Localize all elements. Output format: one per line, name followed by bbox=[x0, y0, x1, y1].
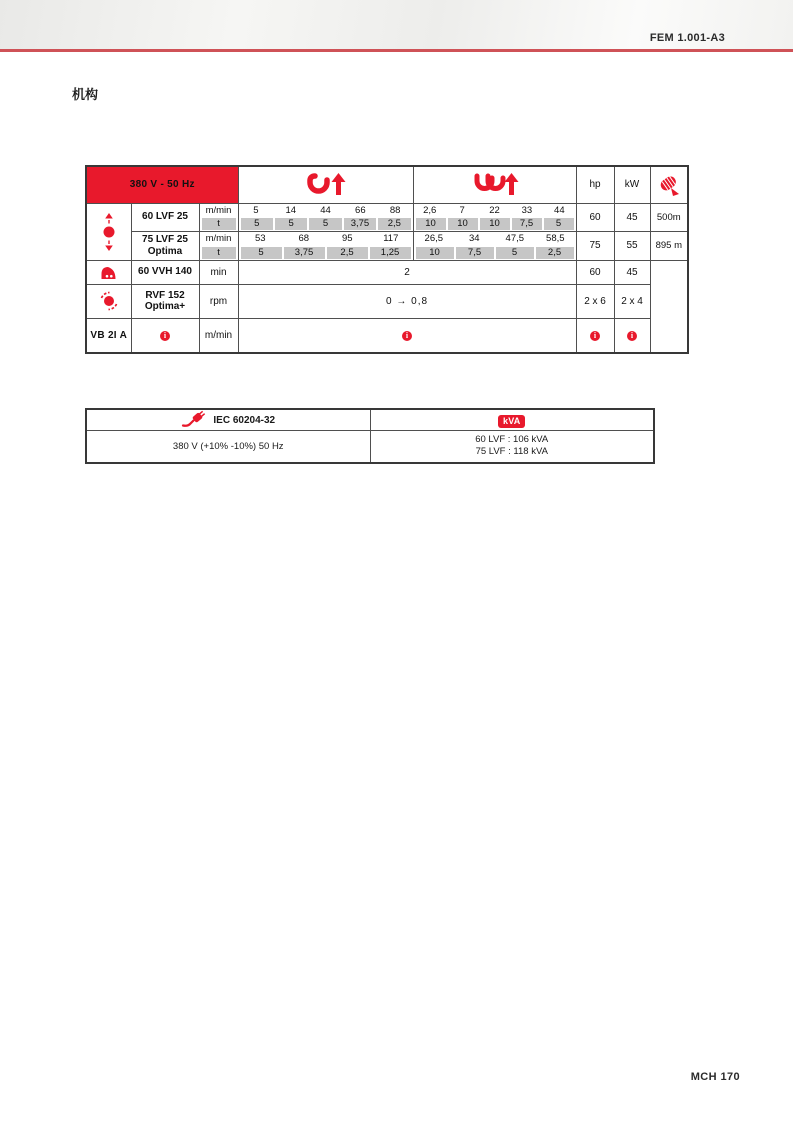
model-cell: RVF 152 Optima+ bbox=[131, 284, 199, 318]
model-cell: 60 LVF 25 bbox=[131, 203, 199, 231]
single-hook-header-cell bbox=[238, 166, 413, 203]
hoist-row-1 bbox=[86, 203, 688, 231]
slewing-row bbox=[86, 284, 688, 318]
info-icon: i bbox=[160, 331, 170, 341]
trolley-value: 2 bbox=[238, 260, 576, 284]
speed-value: 47,5 bbox=[505, 233, 525, 244]
travel-row bbox=[86, 318, 688, 353]
speed-value: 58,5 bbox=[546, 233, 565, 244]
speed-value: 14 bbox=[285, 204, 297, 216]
kw-value: 45 bbox=[614, 203, 650, 231]
speed-value: 68 bbox=[298, 233, 310, 244]
power-data-row bbox=[86, 431, 654, 463]
load-value: 5 bbox=[496, 247, 534, 259]
travel-value-cell bbox=[238, 318, 576, 353]
voltage-header-cell: 380 V - 50 Hz bbox=[86, 166, 238, 203]
load-value: 5 bbox=[544, 218, 574, 230]
info-icon: i bbox=[627, 331, 637, 341]
load-value: 10 bbox=[480, 218, 510, 230]
mechanism-table bbox=[85, 165, 689, 354]
group-a-values bbox=[238, 203, 413, 231]
trolley-icon bbox=[87, 265, 131, 280]
slewing-rotation-icon bbox=[87, 291, 131, 311]
info-icon: i bbox=[590, 331, 600, 341]
kva-header-cell bbox=[370, 409, 654, 431]
load-value: 5 bbox=[275, 218, 307, 230]
model-cell: 60 VVH 140 bbox=[131, 260, 199, 284]
unit-label: m/min bbox=[199, 318, 238, 353]
unit-label: rpm bbox=[199, 284, 238, 318]
speed-value: 44 bbox=[554, 204, 565, 216]
speed-value: 66 bbox=[355, 204, 366, 216]
kva-values bbox=[370, 431, 654, 463]
speed-value: 7 bbox=[459, 204, 465, 216]
trolley-row bbox=[86, 260, 688, 284]
kw-value: 2 x 4 bbox=[614, 284, 650, 318]
rope-header-cell bbox=[650, 166, 688, 203]
kw-value: 55 bbox=[614, 231, 650, 260]
travel-label: VB 2I A bbox=[86, 318, 131, 353]
speed-value: 53 bbox=[254, 233, 266, 244]
speed-value: 22 bbox=[489, 204, 500, 216]
power-header-row bbox=[86, 409, 654, 431]
load-value: 1,25 bbox=[370, 247, 411, 259]
kva-line: 60 LVF : 106 kVA bbox=[475, 433, 549, 445]
speed-value: 2,6 bbox=[423, 204, 437, 216]
load-value: 10 bbox=[416, 218, 446, 230]
kva-line: 75 LVF : 118 kVA bbox=[475, 446, 548, 458]
hp-value: 60 bbox=[576, 260, 614, 284]
kw-header-cell: kW bbox=[614, 166, 650, 203]
section-title: 机构 bbox=[72, 87, 99, 102]
hoist-icon-cell bbox=[86, 203, 131, 260]
speed-value: 44 bbox=[320, 204, 331, 216]
hoist-row-2 bbox=[86, 231, 688, 260]
power-table bbox=[85, 408, 655, 464]
speed-unit-label: m/min bbox=[205, 204, 232, 216]
hp-value: 75 bbox=[576, 231, 614, 260]
slewing-value: 0 → 0,8 bbox=[238, 284, 576, 318]
group-b-values bbox=[413, 203, 576, 231]
trolley-icon-cell bbox=[86, 260, 131, 284]
load-value: 2,5 bbox=[327, 247, 368, 259]
load-value: 7,5 bbox=[456, 247, 494, 259]
group-b-values bbox=[413, 231, 576, 260]
kva-badge: kVA bbox=[498, 415, 525, 428]
speed-value: 34 bbox=[468, 233, 480, 244]
hoist-up-down-icon bbox=[87, 212, 131, 252]
load-value: 3,75 bbox=[284, 247, 325, 259]
speed-value: 88 bbox=[389, 204, 401, 216]
hp-value-cell bbox=[576, 318, 614, 353]
rope-length-value: 895 m bbox=[650, 231, 688, 260]
travel-model-cell bbox=[131, 318, 199, 353]
hp-value: 60 bbox=[576, 203, 614, 231]
speed-value: 26,5 bbox=[424, 233, 444, 244]
model-cell: 75 LVF 25 Optima bbox=[131, 231, 199, 260]
load-value: 2,5 bbox=[536, 247, 574, 259]
group-a-values bbox=[238, 231, 413, 260]
info-icon: i bbox=[402, 331, 412, 341]
standard-header-cell bbox=[86, 409, 370, 431]
table-header-row bbox=[86, 166, 688, 203]
speed-value: 33 bbox=[521, 204, 533, 216]
load-value: 3,75 bbox=[344, 218, 376, 230]
single-hook-up-icon bbox=[239, 172, 413, 198]
load-value: 5 bbox=[241, 247, 282, 259]
hp-value: 2 x 6 bbox=[576, 284, 614, 318]
footer-reference: MCH 170 bbox=[690, 1071, 740, 1083]
load-value: 5 bbox=[309, 218, 341, 230]
rope-reel-icon bbox=[651, 171, 688, 198]
load-value: 10 bbox=[448, 218, 478, 230]
rope-empty-cell bbox=[650, 260, 688, 353]
standard-label: IEC 60204-32 bbox=[213, 414, 276, 426]
load-value: 10 bbox=[416, 247, 454, 259]
load-unit-label: t bbox=[202, 247, 236, 259]
page-header-banner bbox=[0, 0, 793, 52]
kw-value-cell bbox=[614, 318, 650, 353]
kw-value: 45 bbox=[614, 260, 650, 284]
speed-value: 5 bbox=[253, 204, 259, 216]
speed-value: 95 bbox=[341, 233, 353, 244]
speed-unit-label: m/min bbox=[205, 233, 232, 244]
load-value: 7,5 bbox=[512, 218, 542, 230]
load-value: 2,5 bbox=[378, 218, 410, 230]
slewing-icon-cell bbox=[86, 284, 131, 318]
speed-value: 117 bbox=[383, 233, 399, 244]
unit-label: min bbox=[199, 260, 238, 284]
load-value: 5 bbox=[241, 218, 273, 230]
plug-icon bbox=[181, 410, 207, 430]
supply-value: 380 V (+10% -10%) 50 Hz bbox=[86, 431, 370, 463]
double-hook-up-icon bbox=[414, 172, 576, 198]
double-hook-header-cell bbox=[413, 166, 576, 203]
header-reference: FEM 1.001-A3 bbox=[649, 32, 725, 44]
hp-header-cell: hp bbox=[576, 166, 614, 203]
rope-length-value: 500m bbox=[650, 203, 688, 231]
load-unit-label: t bbox=[202, 218, 236, 230]
